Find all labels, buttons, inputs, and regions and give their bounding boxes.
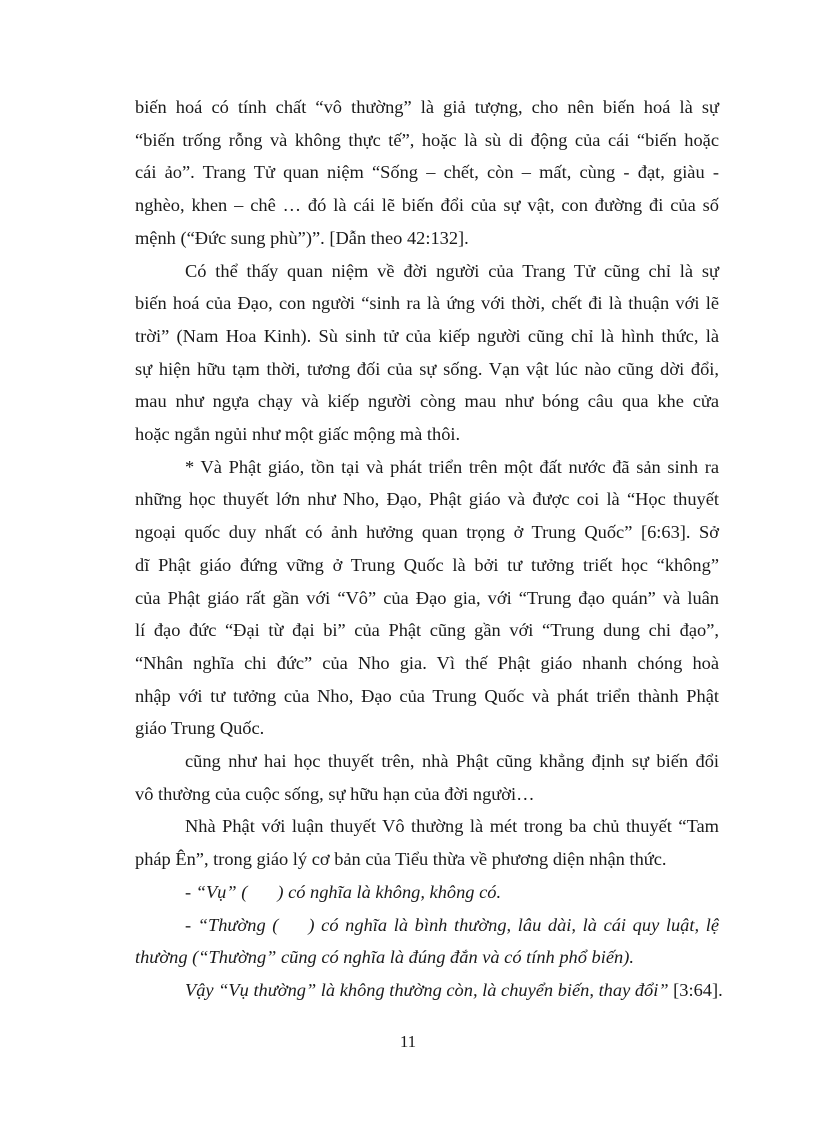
- text-line: thường (“Thường” cũng có nghĩa là đúng đắn và có tính phổ biến).: [135, 947, 634, 968]
- vu-prefix: - “Vụ” (: [185, 881, 248, 902]
- paragraph-conclusion: [135, 974, 723, 1007]
- text-line: [135, 909, 719, 942]
- vu-definition: ) có nghĩa là không, không có.: [277, 881, 502, 902]
- paragraph-5: [135, 810, 719, 875]
- text-line: biến hoá có tính chất “vô thường” là giả tượng, cho nên biến hoá là sự: [135, 97, 719, 117]
- paragraph-1: [135, 91, 719, 255]
- text-line: hoặc ngắn ngủi như một giấc mộng mà thôi.: [135, 424, 461, 445]
- body-text: [135, 91, 723, 1007]
- text-line: biến hoá của Đạo, con người “sinh ra là ứng với thời, chết đi là thuận với lẽ: [135, 293, 719, 314]
- text-line: cũng như hai học thuyết trên, nhà Phật cũng khẳng định sự biến đổi: [185, 751, 719, 772]
- paragraph-2: [135, 255, 719, 451]
- text-line: * Và Phật giáo, tồn tại và phát triển trên một đất nước đã sản sinh ra: [185, 456, 719, 477]
- conclusion-text: Vậy “Vụ thường” là không thường còn, là chuyển biến, thay đổi”: [185, 979, 669, 1000]
- paragraph-definition-vu: [135, 876, 719, 909]
- text-line: mệnh (“Đức sung phù”)”. [Dẫn theo 42:132].: [135, 227, 469, 248]
- paragraph-definition-thuong: [135, 909, 719, 974]
- text-line: “Nhân nghĩa chi đức” của Nho gia. Vì thế Phật giáo nhanh chóng hoà: [135, 652, 719, 673]
- text-line: [135, 974, 723, 1007]
- text-line: giáo Trung Quốc.: [135, 718, 265, 739]
- text-line: trời” (Nam Hoa Kinh). Sù sinh tử của kiếp người cũng chỉ là hình thức, là: [135, 325, 719, 346]
- text-line: những học thuyết lớn như Nho, Đạo, Phật giáo và được coi là “Học thuyết: [135, 489, 719, 510]
- page-number: 11: [399, 1032, 417, 1051]
- paragraph-4: [135, 745, 719, 810]
- text-line: nghèo, khen – chê … đó là cái lẽ biến đổi của sự vật, con đường đi của số: [135, 195, 719, 216]
- text-line: Nhà Phật với luận thuyết Vô thường là mét trong ba chủ thuyết “Tam: [185, 816, 719, 837]
- citation: [3:64].: [668, 979, 723, 1000]
- text-line: “biến trống rỗng và không thực tế”, hoặc là sù di động của cái “biến hoặc: [135, 129, 719, 150]
- thuong-prefix: - “Thường (: [185, 914, 279, 935]
- text-line: mau như ngựa chạy và kiếp người còng mau như bóng câu qua khe cửa: [135, 391, 719, 412]
- paragraph-3: [135, 451, 719, 745]
- thuong-definition: ) có nghĩa là bình thường, lâu dài, là cái quy luật, lệ: [308, 914, 719, 935]
- text-line: lí đạo đức “Đại từ đại bi” của Phật cũng gần với “Trung dung chi đạo”,: [135, 620, 719, 641]
- text-line: nhập với tư tưởng của Nho, Đạo của Trung Quốc và phát triển thành Phật: [135, 685, 719, 706]
- text-line: dĩ Phật giáo đứng vững ở Trung Quốc là bởi tư tưởng triết học “không”: [135, 554, 719, 575]
- text-line: Có thể thấy quan niệm về đời người của Trang Tử cũng chỉ là sự: [185, 260, 719, 281]
- text-line: của Phật giáo rất gần với “Vô” của Đạo gia, với “Trung đạo quán” và luân: [135, 587, 719, 608]
- text-line: [135, 876, 719, 909]
- text-line: vô thường của cuộc sống, sự hữu hạn của đời người…: [135, 783, 535, 804]
- text-line: ngoại quốc duy nhất có ảnh hưởng quan trọng ở Trung Quốc” [6:63]. Sở: [135, 522, 719, 543]
- text-line: cái ảo”. Trang Tử quan niệm “Sống – chết, còn – mất, cùng - đạt, giàu -: [135, 162, 719, 183]
- text-line: sự hiện hữu tạm thời, tương đối của sự sống. Vạn vật lúc nào cũng dời đổi,: [135, 358, 719, 379]
- text-line: pháp Ên”, trong giáo lý cơ bản của Tiểu thừa về phương diện nhận thức.: [135, 849, 667, 870]
